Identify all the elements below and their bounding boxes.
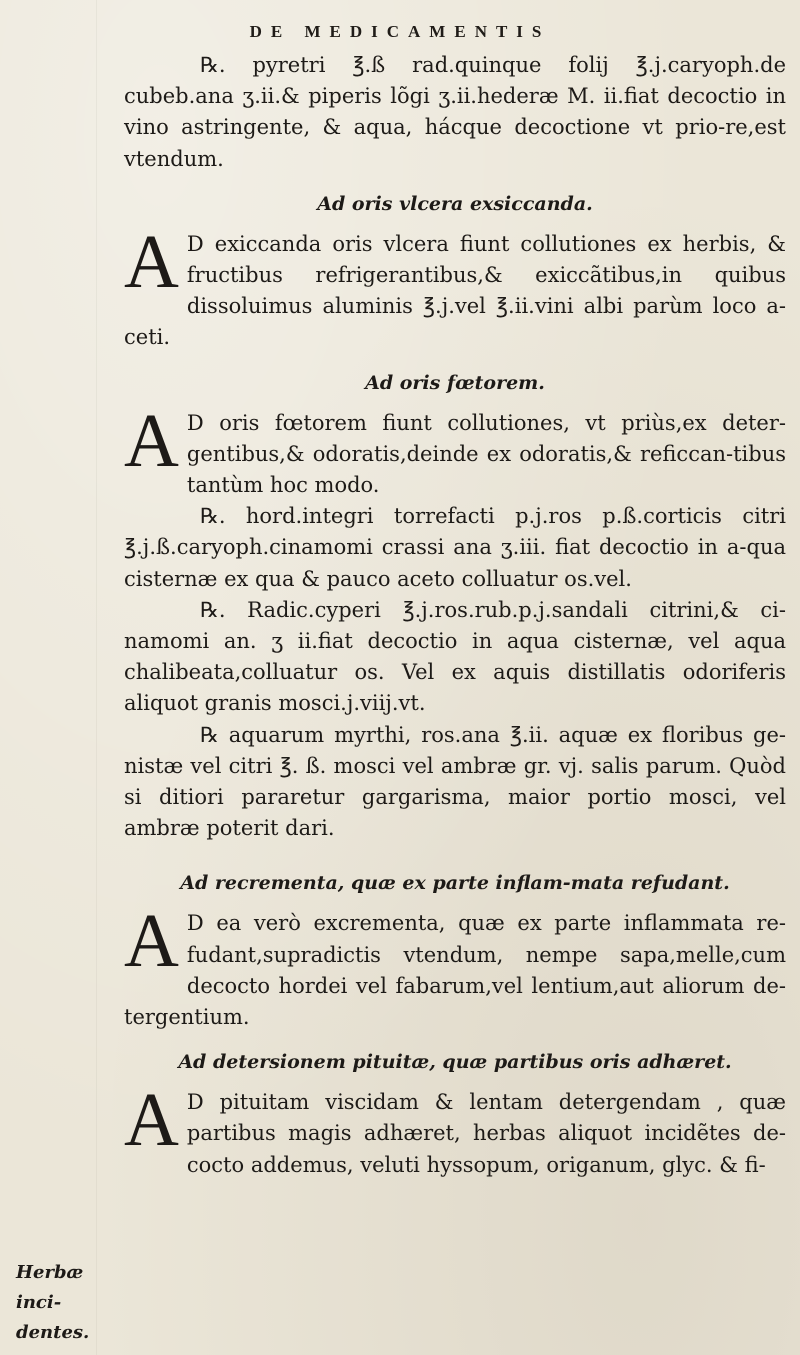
recipe-paragraph: ℞. hord.integri torrefacti p.j.ros p.ß.corticis citri ℥.j.ß.caryoph.cinamomi crassi ana ʒ.iii. fiat decoctio in a-qua cisternæ ex qua & pauco aceto colluatur os.vel. [124, 504, 786, 591]
drop-cap-initial: A [124, 899, 179, 984]
section-heading-odor: Ad oris fœtorem. [365, 371, 545, 394]
page-fold-shadow [96, 0, 97, 1355]
paragraph-text: D exiccanda oris vlcera fiunt collutiones ex herbis, & fructibus refrigerantibus,& exiccãtibus,in quibus dissoluimus aluminis ℥.j.vel ℥.ii.vini albi parùm loco a-ceti. [124, 231, 786, 350]
drop-cap-initial: A [124, 219, 179, 304]
drop-cap-initial: A [124, 1078, 179, 1163]
paragraph-odor [124, 398, 786, 502]
margin-note: Herbæ inci- dentes. [16, 1262, 90, 1343]
section-heading-pituita: Ad detersionem pituitæ, quæ partibus oris adhæret. [178, 1051, 732, 1074]
paragraph-ulcers [124, 219, 786, 354]
main-text [124, 50, 786, 1181]
paragraph-text: D pituitam viscidam & lentam detergendam , quæ partibus magis adhæret, herbas aliquot incidẽtes de-cocto addemus, veluti hyssopum, origanum, glyc. & fi- [186, 1090, 786, 1177]
section-heading-recrements: Ad recrementa, quæ ex parte inflam-mata refudant. [180, 872, 730, 895]
recipe-paragraph: ℞. pyretri ℥.ß rad.quinque folij ℥.j.caryoph.de cubeb.ana ʒ.ii.& piperis lõgi ʒ.ii.hederæ M. ii.fiat decoctio in vino astringente, & aqua, hácque decoctione vt prio-re,est vtendum. [124, 53, 786, 171]
paragraph-pituita [124, 1078, 786, 1181]
paragraph-recrements [124, 899, 786, 1033]
paragraph-text: D oris fœtorem fiunt collutiones, vt priùs,ex deter-gentibus,& odoratis,deinde ex odoratis,& reficcan-tibus tantùm hoc modo. [186, 410, 786, 498]
recipe-paragraph: ℞ aquarum myrthi, ros.ana ℥.ii. aquæ ex floribus ge-nistæ vel citri ℥. ß. mosci vel ambræ gr. vj. salis parum. Quòd si ditiori pararetur gargarisma, maior portio mosci, vel ambræ poterit dari. [124, 722, 786, 841]
drop-cap-initial: A [124, 398, 179, 483]
running-head: DE MEDICAMENTIS [249, 22, 551, 41]
recipe-paragraph: ℞. Radic.cyperi ℥.j.ros.rub.p.j.sandali citrini,& ci-namomi an. ʒ ii.fiat decoctio in aqua cisternæ, vel aqua chalibeata,colluatur os. Vel ex aquis distillatis odoriferis aliquot granis mosci.j.viij.vt. [124, 597, 786, 716]
paragraph-text: D ea verò excrementa, quæ ex parte inflammata re-fudant,supradictis vtendum, nempe sapa,melle,cum decocto hordei vel fabarum,vel lentium,aut aliorum de-tergentium. [124, 911, 786, 1030]
section-heading-ulcers: Ad oris vlcera exsiccanda. [317, 192, 593, 215]
